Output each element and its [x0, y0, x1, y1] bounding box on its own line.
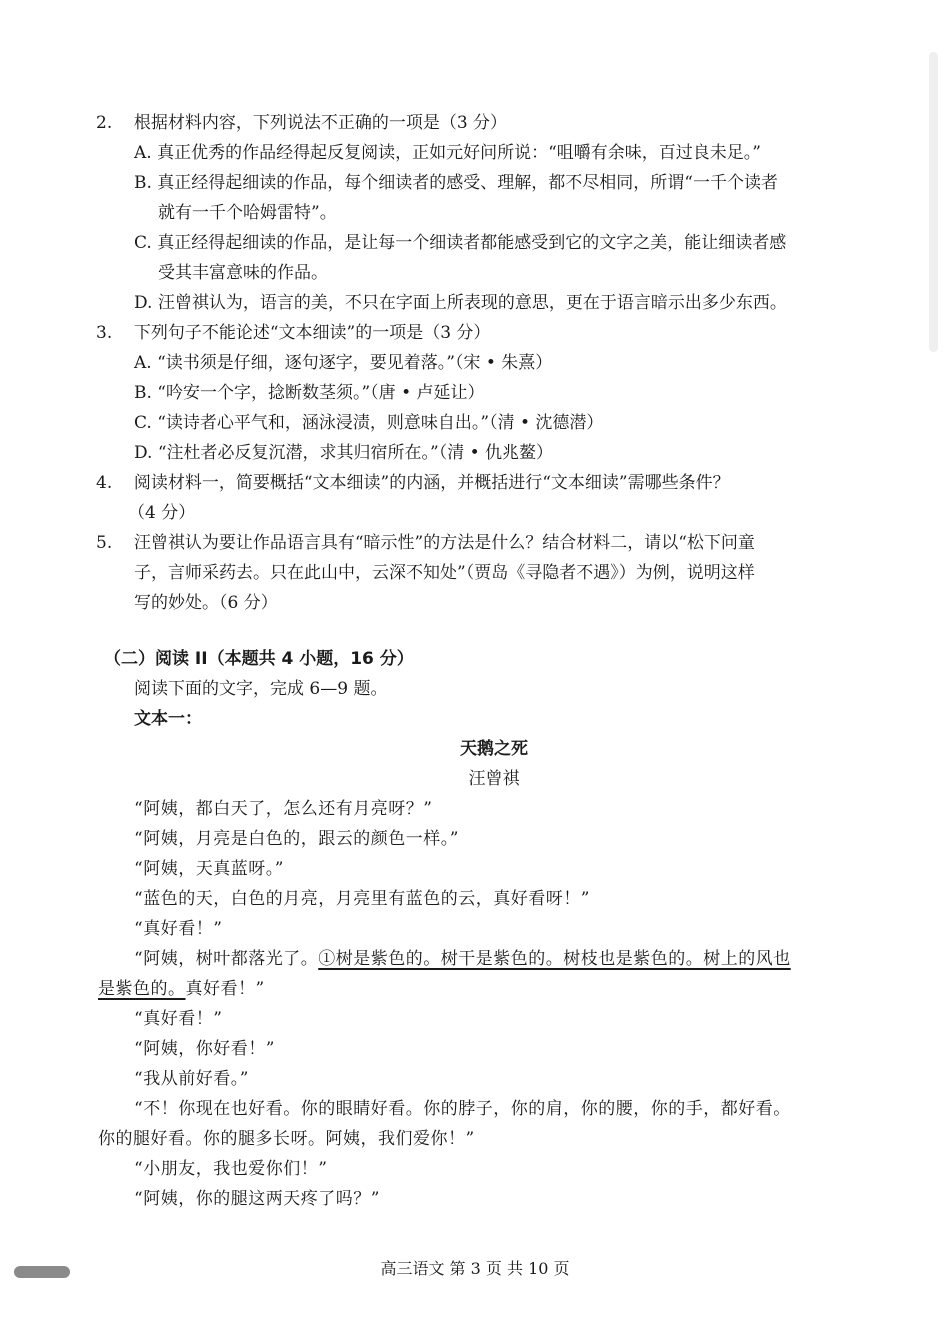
story-paragraph-underlined-cont	[98, 977, 265, 1001]
story-paragraph: “阿姨，你好看！”	[134, 1039, 275, 1059]
story-paragraph: “真好看！”	[134, 1009, 223, 1029]
question-4-score: （4 分）	[128, 503, 196, 523]
story-paragraph: “阿姨，月亮是白色的，跟云的颜色一样。”	[134, 829, 459, 849]
question-3-option-c: C. “读诗者心平气和，涵泳浸渍，则意味自出。”（清 • 沈德潜）	[134, 413, 604, 433]
story-paragraph: “阿姨，都白天了，怎么还有月亮呀？”	[134, 799, 433, 819]
underlined-sentence: ①树是紫色的。树干是紫色的。树枝也是紫色的。树上的风也	[318, 949, 791, 969]
vertical-scrollbar[interactable]	[929, 52, 938, 352]
question-2-option-b-cont: 就有一千个哈姆雷特”。	[158, 203, 337, 223]
story-paragraph: “蓝色的天，白色的月亮，月亮里有蓝色的云，真好看呀！”	[134, 889, 590, 909]
story-author: 汪曾祺	[468, 769, 520, 789]
story-title: 天鹅之死	[460, 739, 528, 759]
page-footer: 高三语文 第 3 页 共 10 页	[380, 1259, 570, 1278]
question-2-option-d: D. 汪曾祺认为，语言的美，不只在字面上所表现的意思，更在于语言暗示出多少东西。	[134, 293, 787, 313]
story-paragraph: “不！你现在也好看。你的眼睛好看。你的脖子，你的肩，你的腰，你的手，都好看。	[134, 1099, 791, 1119]
question-5-line-2: 子，言师采药去。只在此山中，云深不知处”（贾岛《寻隐者不遇》）为例，说明这样	[134, 563, 755, 583]
question-3-option-b: B. “吟安一个字，捻断数茎须。”（唐 • 卢延让）	[134, 383, 485, 403]
underlined-sentence-cont: 是紫色的。	[98, 979, 186, 999]
story-paragraph: “阿姨，你的腿这两天疼了吗？”	[134, 1189, 380, 1209]
section-heading: （二）阅读 II（本题共 4 小题，16 分）	[104, 649, 414, 669]
question-3-option-a: A. “读书须是仔细，逐句逐字，要见着落。”（宋 • 朱熹）	[134, 353, 553, 373]
story-paragraph: “我从前好看。”	[134, 1069, 249, 1089]
story-paragraph-cont: 你的腿好看。你的腿多长呀。阿姨，我们爱你！”	[98, 1129, 475, 1149]
question-2-stem: 2. 根据材料内容，下列说法不正确的一项是（3 分）	[96, 113, 508, 133]
question-2-option-c-cont: 受其丰富意味的作品。	[158, 263, 328, 283]
story-paragraph: “真好看！”	[134, 919, 223, 939]
question-2-option-a: A. 真正优秀的作品经得起反复阅读，正如元好问所说：“咀嚼有余味，百过良未足。”	[134, 143, 761, 163]
text-label: 文本一：	[134, 709, 202, 729]
section-instruction: 阅读下面的文字，完成 6—9 题。	[134, 679, 388, 699]
story-paragraph-underlined	[134, 947, 791, 971]
horizontal-scrollbar[interactable]	[14, 1266, 70, 1278]
question-5-stem: 5. 汪曾祺认为要让作品语言具有“暗示性”的方法是什么？结合材料二，请以“松下问童	[96, 533, 755, 553]
question-2-option-b: B. 真正经得起细读的作品，每个细读者的感受、理解，都不尽相同，所谓“一千个读者	[134, 173, 778, 193]
question-2-option-c: C. 真正经得起细读的作品，是让每一个细读者都能感受到它的文字之美，能让细读者感	[134, 233, 787, 253]
question-5-line-3: 写的妙处。（6 分）	[134, 593, 278, 613]
story-paragraph: “阿姨，天真蓝呀。”	[134, 859, 284, 879]
story-paragraph: “小朋友，我也爱你们！”	[134, 1159, 328, 1179]
question-4-stem: 4. 阅读材料一，简要概括“文本细读”的内涵，并概括进行“文本细读”需哪些条件？	[96, 473, 730, 493]
question-3-option-d: D. “注杜者必反复沉潜，求其归宿所在。”（清 • 仇兆鳌）	[134, 443, 554, 463]
question-3-stem: 3. 下列句子不能论述“文本细读”的一项是（3 分）	[96, 323, 491, 343]
story-text: “阿姨，树叶都落光了。	[134, 949, 319, 969]
story-text: 真好看！”	[185, 979, 265, 999]
